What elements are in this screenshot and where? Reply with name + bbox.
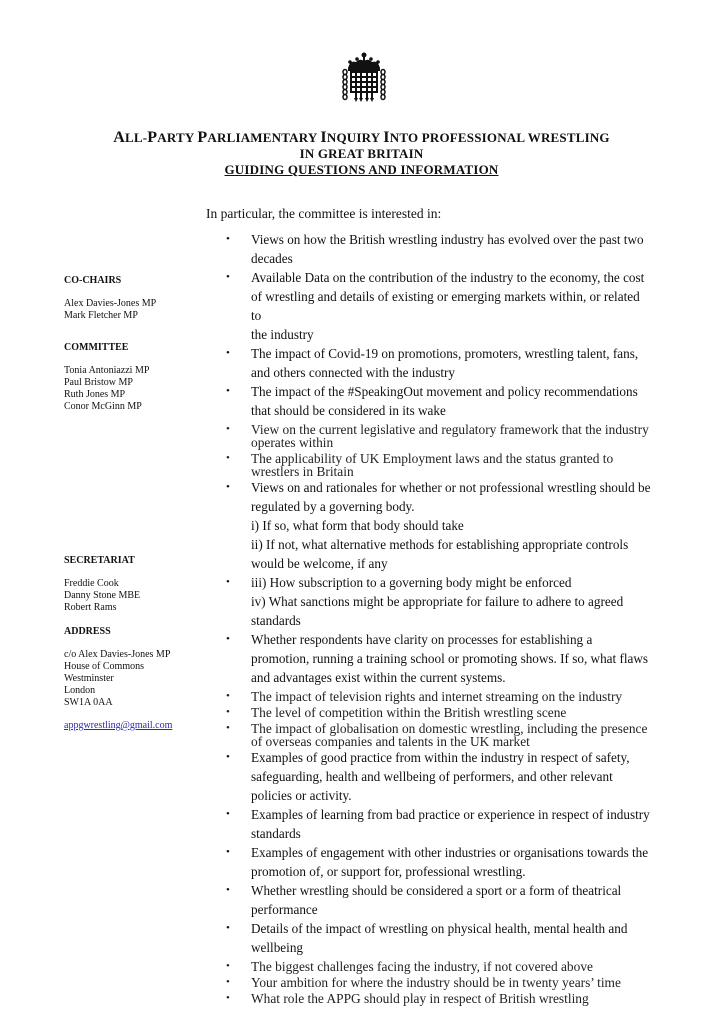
question-text: i) If so, what form that body should take (251, 518, 464, 533)
address-heading: ADDRESS (64, 626, 111, 637)
question-text: operates within (251, 435, 334, 450)
title-smallcaps: LL- (125, 130, 148, 145)
bullet-icon: • (226, 347, 230, 359)
bullet-icon: • (226, 751, 230, 763)
bullet-icon: • (226, 385, 230, 397)
question-item (226, 452, 651, 478)
question-text: View on the current legislative and regulatory framework that the industry (251, 422, 649, 437)
question-text: iii) How subscription to a governing body might be enforced (251, 575, 572, 590)
question-text: standards (251, 613, 301, 628)
question-text: that should be considered in its wake (251, 403, 446, 418)
question-text: policies or activity. (251, 788, 352, 803)
question-text: and others connected with the industry (251, 365, 455, 380)
question-text: ii) If not, what alternative methods for establishing appropriate controls (251, 537, 629, 552)
question-text: would be welcome, if any (251, 556, 388, 571)
question-text: decades (251, 251, 293, 266)
committee-member: Tonia Antoniazzi MP (64, 365, 150, 376)
question-item (226, 706, 651, 719)
question-text: regulated by a governing body. (251, 499, 415, 514)
title-line-1 (60, 130, 663, 146)
co-chair-name: Mark Fletcher MP (64, 310, 138, 321)
question-item (226, 268, 651, 344)
co-chair-name: Alex Davies-Jones MP (64, 298, 157, 309)
bullet-icon: • (226, 722, 230, 734)
question-item (226, 423, 651, 449)
questions-list (226, 230, 651, 1005)
question-text: Examples of engagement with other industries or organisations towards the (251, 845, 649, 860)
bullet-icon: • (226, 452, 230, 464)
question-text: The impact of Covid-19 on promotions, promoters, wrestling talent, fans, (251, 346, 639, 361)
bullet-icon: • (226, 976, 230, 988)
question-text: promotion of, or support for, professional wrestling. (251, 864, 526, 879)
secretariat-member: Robert Rams (64, 602, 117, 613)
committee-member: Ruth Jones MP (64, 389, 126, 400)
bullet-icon: • (226, 706, 230, 718)
title-capital: A (113, 129, 125, 146)
question-text: and advantages exist within the current systems. (251, 670, 506, 685)
question-item (226, 230, 651, 268)
question-item (226, 630, 651, 687)
question-item (226, 573, 651, 630)
question-item (226, 843, 651, 881)
address-line: London (64, 685, 96, 696)
bullet-icon: • (226, 576, 230, 588)
question-item (226, 881, 651, 919)
title-capital: I (320, 129, 327, 146)
question-text: promotion, running a training school or promoting shows. If so, what flaws (251, 651, 649, 666)
secretariat-member: Danny Stone MBE (64, 590, 141, 601)
committee-member: Conor McGinn MP (64, 401, 142, 412)
bullet-icon: • (226, 271, 230, 283)
question-text: wrestlers in Britain (251, 464, 354, 479)
portcullis-crown-icon (336, 50, 392, 106)
address-line: c/o Alex Davies-Jones MP (64, 649, 171, 660)
question-text: Available Data on the contribution of the industry to the economy, the cost (251, 270, 645, 285)
address-block (64, 649, 204, 709)
title-line-3: GUIDING QUESTIONS AND INFORMATION (224, 162, 499, 177)
question-item (226, 748, 651, 805)
question-text: Views on and rationales for whether or not professional wrestling should be (251, 480, 651, 495)
title-capital: P (197, 129, 208, 146)
question-text: Examples of learning from bad practice or experience in respect of industry (251, 807, 650, 822)
question-item (226, 690, 651, 703)
question-text: of overseas companies and talents in the UK market (251, 734, 530, 749)
question-text: Whether respondents have clarity on processes for establishing a (251, 632, 593, 647)
address-line: Westminster (64, 673, 114, 684)
secretariat-list (64, 578, 204, 614)
title-smallcaps: ARTY (157, 130, 198, 145)
bullet-icon: • (226, 846, 230, 858)
address-line: SW1A 0AA (64, 697, 113, 708)
bullet-icon: • (226, 233, 230, 245)
committee-member: Paul Bristow MP (64, 377, 133, 388)
question-text: The impact of globalisation on domestic wrestling, including the presence (251, 721, 648, 736)
question-text: Details of the impact of wrestling on physical health, mental health and (251, 921, 628, 936)
question-text: wellbeing (251, 940, 304, 955)
question-item (226, 960, 651, 973)
question-item (226, 478, 651, 573)
question-text: performance (251, 902, 318, 917)
secretariat-member: Freddie Cook (64, 578, 119, 589)
question-text: safeguarding, health and wellbeing of performers, and other relevant (251, 769, 613, 784)
question-text: What role the APPG should play in respect of British wrestling (251, 991, 589, 1006)
co-chairs-list (64, 298, 204, 322)
question-text: The applicability of UK Employment laws and the status granted to (251, 451, 614, 466)
co-chairs-heading: CO-CHAIRS (64, 275, 122, 286)
title-capital: I (383, 129, 390, 146)
question-item (226, 722, 651, 748)
question-item (226, 382, 651, 420)
question-text: iv) What sanctions might be appropriate for failure to adhere to agreed (251, 594, 624, 609)
bullet-icon: • (226, 808, 230, 820)
question-item (226, 992, 651, 1005)
sidebar (64, 275, 204, 732)
question-text: of wrestling and details of existing or emerging markets within, or related to (251, 289, 640, 323)
question-item (226, 344, 651, 382)
bullet-icon: • (226, 922, 230, 934)
question-text: Whether wrestling should be considered a sport or a form of theatrical (251, 883, 622, 898)
question-item (226, 919, 651, 957)
title-smallcaps: ARLIAMENTARY (207, 130, 321, 145)
question-text: The impact of television rights and internet streaming on the industry (251, 689, 623, 704)
intro-text: In particular, the committee is interested in: (206, 206, 442, 221)
title-capital: P (147, 129, 158, 146)
question-text: The biggest challenges facing the industry, if not covered above (251, 959, 593, 974)
bullet-icon: • (226, 884, 230, 896)
title-line-2: IN GREAT BRITAIN (299, 146, 424, 161)
bullet-icon: • (226, 423, 230, 435)
question-text: The level of competition within the British wrestling scene (251, 705, 567, 720)
address-line: House of Commons (64, 661, 144, 672)
question-text: Your ambition for where the industry should be in twenty years’ time (251, 975, 621, 990)
email-link[interactable]: appgwrestling@gmail.com (64, 720, 173, 731)
question-text: Examples of good practice from within the industry in respect of safety, (251, 750, 630, 765)
question-item (226, 805, 651, 843)
bullet-icon: • (226, 481, 230, 493)
question-text: Views on how the British wrestling industry has evolved over the past two (251, 232, 644, 247)
title-smallcaps: NTO PROFESSIONAL WRESTLING (389, 130, 610, 145)
bullet-icon: • (226, 992, 230, 1004)
question-text: The impact of the #SpeakingOut movement and policy recommendations (251, 384, 638, 399)
title-smallcaps: NQUIRY (326, 130, 384, 145)
bullet-icon: • (226, 960, 230, 972)
bullet-icon: • (226, 690, 230, 702)
committee-list (64, 365, 204, 413)
question-text: the industry (251, 327, 314, 342)
bullet-icon: • (226, 633, 230, 645)
committee-heading: COMMITTEE (64, 342, 129, 353)
question-item (226, 976, 651, 989)
document-title (60, 130, 663, 178)
secretariat-heading: SECRETARIAT (64, 555, 135, 566)
question-text: standards (251, 826, 301, 841)
